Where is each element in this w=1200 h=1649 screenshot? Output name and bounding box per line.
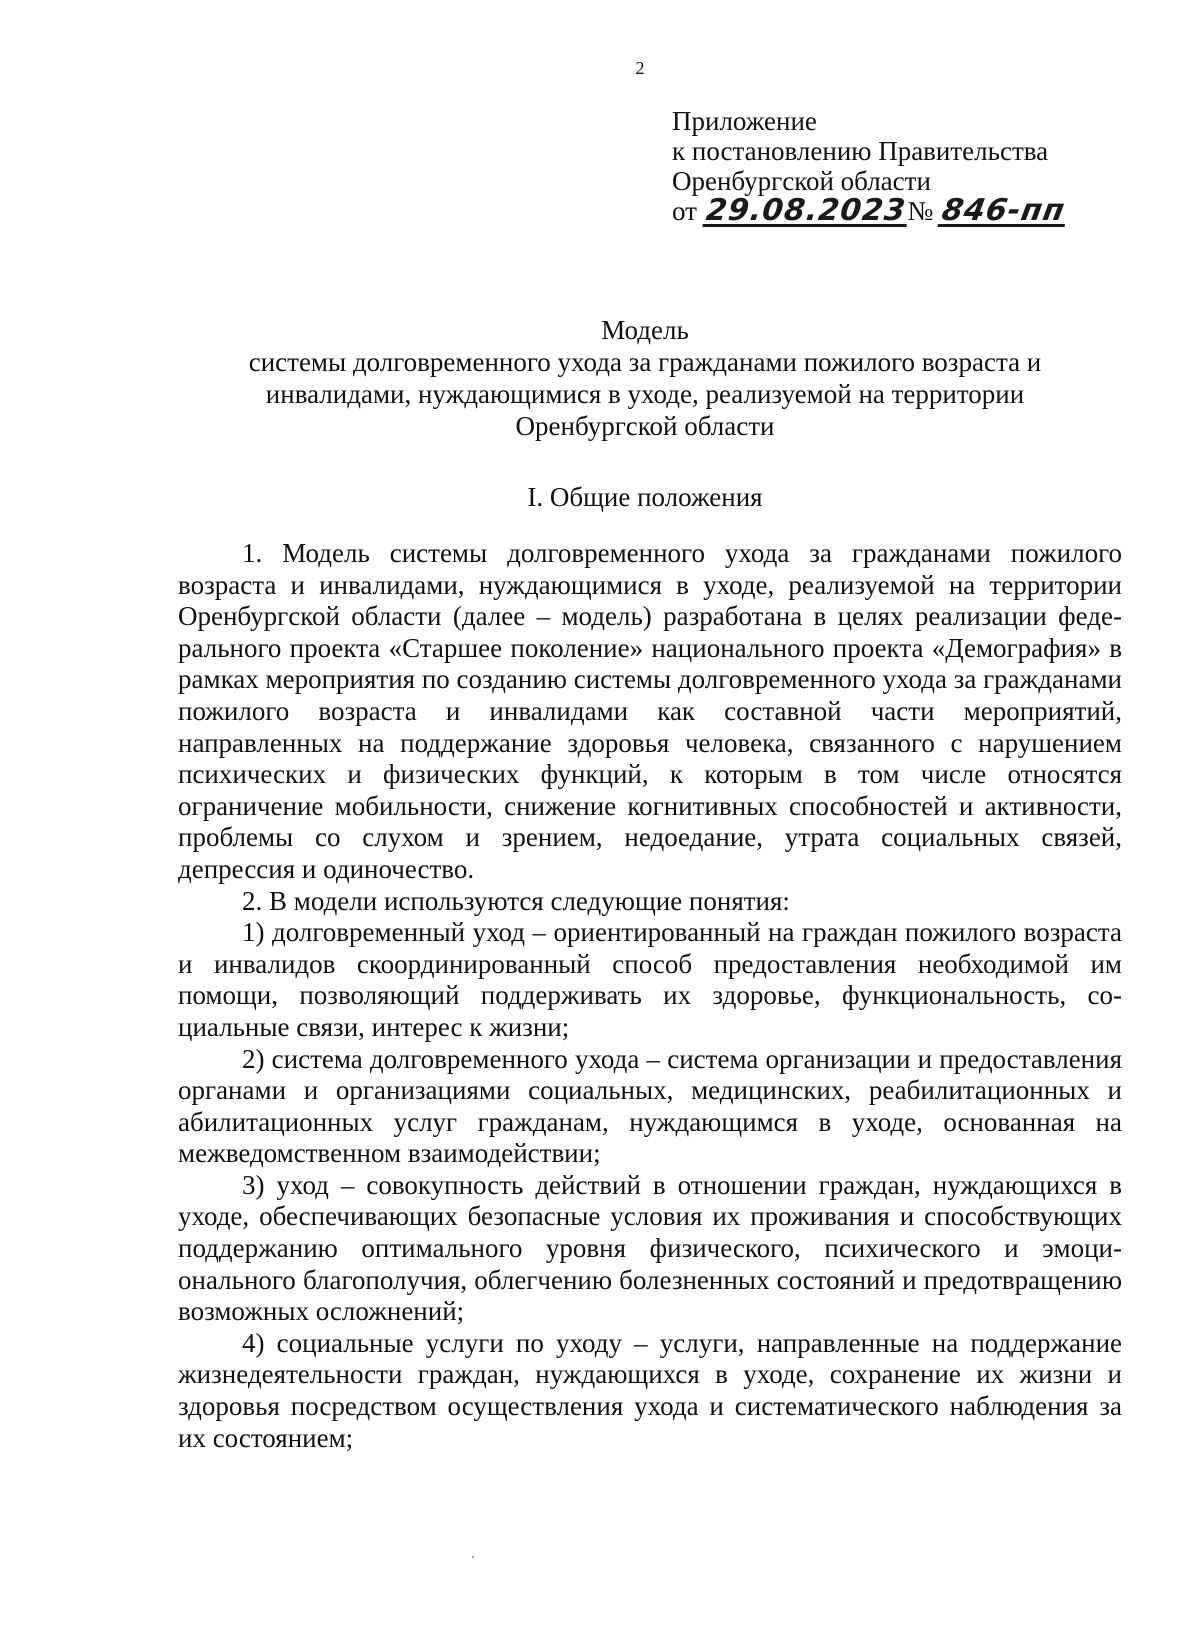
appendix-date-line — [672, 193, 1152, 228]
document-title — [150, 314, 1140, 442]
page-number: 2 — [635, 58, 645, 78]
scan-speck — [472, 1556, 474, 1558]
paragraph-1: 1. Модель системы долговременного ухода за гражданами пожилого возраста и инвалидами, нуждающимися в уходе, реализуемой на территории Оренбургской области (далее – модель) разработана в целях реализации федерального проекта «Старшее поколение» национального проекта «Демография» в рамках мероприятия по созданию системы долговременного ухода за гражданами пожилого возраста и инвалидами как составной части мероприятий, направленных на поддержание здоровья человека, связанного с нарушением психических и физических функций, к которым в том числе относятся ограничение мобильности, снижение когнитивных способностей и активности, проблемы со слухом и зрением, недоедание, утрата социальных связей, депрессия и одиночество. — [178, 538, 1122, 884]
appendix-line-3: Оренбургской области — [672, 166, 931, 196]
body-text — [178, 538, 1122, 1454]
title-line-4: Оренбургской области — [515, 411, 775, 441]
appendix-block — [672, 106, 1152, 227]
appendix-line-2: к постановлению Правительства — [672, 136, 1049, 166]
title-line-2: системы долговременного ухода за гражданами пожилого возраста и — [248, 347, 1042, 377]
section-title: I. Общие положения — [527, 482, 763, 512]
appendix-line-1: Приложение — [672, 106, 817, 136]
number-sign: № — [907, 196, 934, 226]
paragraph-2: 2. В модели используются следующие понятия: — [242, 885, 790, 916]
paragraph-3: 1) долговременный уход – ориентированный на граждан пожилого возраста и инвалидов скоординированный способ предоставления необходимой им помощи, позволяющий поддерживать их здоровье, функциональность, социальные связи, интерес к жизни; — [178, 917, 1122, 1042]
handwritten-date: 29.08.2023 — [704, 193, 908, 228]
handwritten-number: 846-пп — [939, 193, 1068, 228]
paragraph-5: 3) уход – совокупность действий в отношении граждан, нуждающихся в уходе, обеспечивающих безопасные условия их проживания и способствующих поддержанию оптимального уровня физического, психического и эмоционального благополучия, облегчению болезненных состояний и предотвращению возможных осложнений; — [178, 1169, 1122, 1327]
paragraph-4: 2) система долговременного ухода – система организации и предоставления органами и организациями социальных, медицинских, реабилитационных и абилитационных услуг гражданам, нуждающимся в уходе, основанная на межведомственном взаимодействии; — [178, 1043, 1122, 1169]
appendix-date-prefix: от — [672, 196, 697, 226]
title-line-3: инвалидами, нуждающимися в уходе, реализуемой на территории — [265, 379, 1025, 409]
title-line-1: Модель — [601, 315, 689, 345]
paragraph-6: 4) социальные услуги по уходу – услуги, направленные на поддержание жизнедеятельности граждан, нуждающихся в уходе, сохранение их жизни и здоровья посредством осуществления ухода и систематического наблюдения за их состоянием; — [178, 1327, 1122, 1453]
